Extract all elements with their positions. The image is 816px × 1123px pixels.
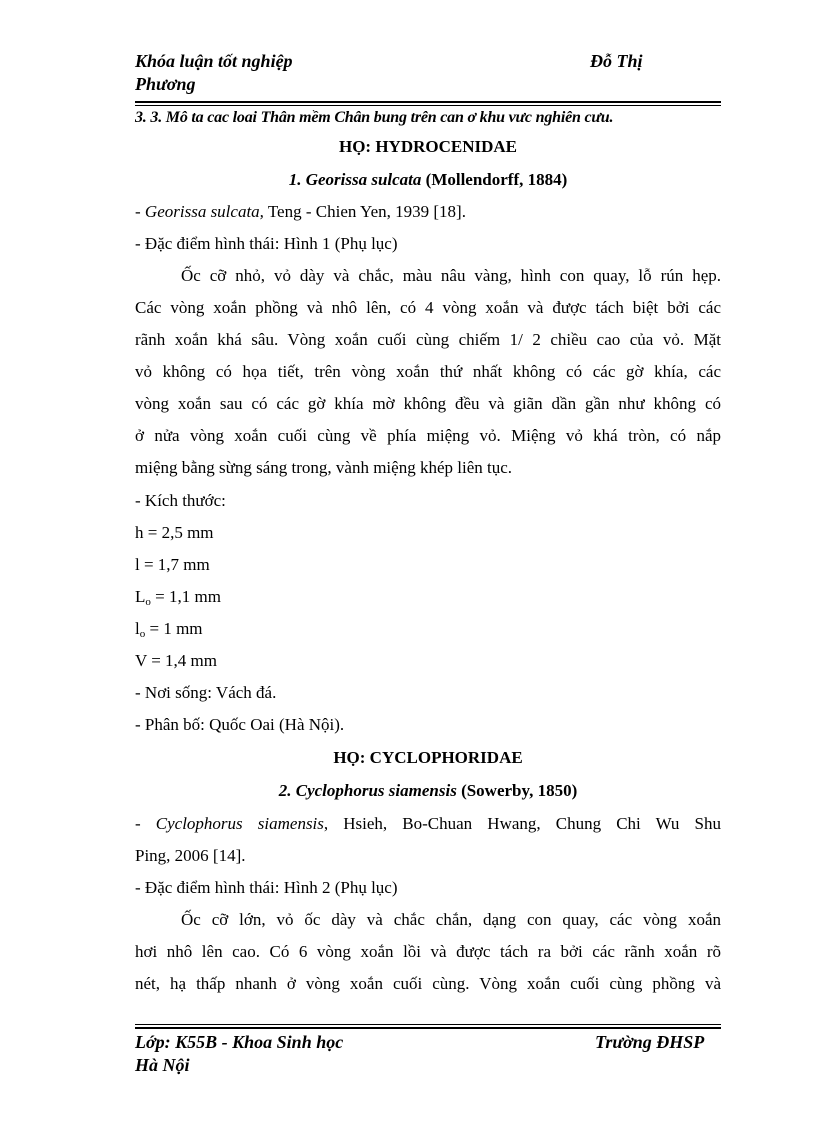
description-line: Ốc cỡ nhỏ, vỏ dày và chắc, màu nâu vàng, hình con quay, lỗ rún hẹp.	[181, 266, 721, 285]
footer-divider	[135, 1027, 721, 1029]
description-line: vỏ không có họa tiết, trên vòng xoắn thứ nhất không có các gờ khía, các	[135, 362, 721, 381]
description-line: nét, hạ thấp nhanh ở vòng xoắn cuối cùng. Vòng xoắn cuối cùng phồng và	[135, 974, 721, 993]
section-title: 3. 3. Mô ta cac loai Thân mềm Chân bung trên can ơ khu vưc nghiên cưu.	[135, 109, 614, 126]
header-divider	[135, 101, 721, 103]
family-heading-cyclophoridae: HỌ: CYCLOPHORIDAE	[333, 748, 523, 767]
measurement-lo	[135, 618, 721, 640]
description-line: miệng bằng sừng sáng trong, vành miệng khép liên tục.	[135, 458, 513, 477]
synonym-line	[135, 201, 721, 223]
synonym-reference: Teng - Chien Yen, 1939 [18].	[263, 202, 466, 221]
synonym-line-continued: Ping, 2006 [14].	[135, 846, 246, 865]
family-heading-hydrocenidae: HỌ: HYDROCENIDAE	[338, 137, 518, 156]
species-author: (Sowerby, 1850)	[461, 781, 578, 800]
description-line: hơi nhô lên cao. Có 6 vòng xoắn lồi và được tách ra bởi các rãnh xoắn rõ	[135, 942, 721, 961]
species-number: 2.	[278, 781, 292, 800]
measurement-lo-symbol: l	[135, 619, 140, 638]
measurement-lo-value: = 1 mm	[145, 619, 203, 638]
morphology-label: - Đặc điểm hình thái: Hình 1 (Phụ lục)	[135, 234, 398, 253]
measurement-lo-subscript: o	[139, 628, 146, 640]
header-thesis-label: Khóa luận tốt nghiệp	[135, 51, 293, 71]
description-line: vòng xoắn sau có các gờ khía mờ không đều và giãn dần gần như không có	[135, 394, 721, 413]
species-heading-georissa	[135, 169, 721, 191]
measurement-l: l = 1,7 mm	[135, 555, 210, 574]
measurement-Lo	[135, 586, 721, 608]
distribution-line: - Phân bố: Quốc Oai (Hà Nội).	[135, 715, 345, 734]
footer-city: Hà Nội	[135, 1055, 190, 1075]
habitat-line: - Nơi sống: Vách đá.	[135, 683, 277, 702]
species-number: 1.	[288, 170, 302, 189]
footer-left	[135, 1031, 343, 1077]
species-name: Georissa sulcata	[305, 170, 422, 189]
synonym-name: Georissa sulcata,	[144, 202, 264, 221]
species-heading-cyclophorus	[135, 780, 721, 802]
description-line: Các vòng xoắn phồng và nhô lên, có 4 vòng xoắn và được tách biệt bởi các	[135, 298, 721, 317]
synonym-name: Cyclophorus siamensis	[155, 814, 324, 833]
description-line: rãnh xoắn khá sâu. Vòng xoắn cuối cùng chiếm 1/ 2 chiều cao của vỏ. Mặt	[135, 330, 721, 349]
footer-university: Trường ĐHSP	[595, 1032, 705, 1052]
measurement-Lo-symbol: L	[135, 587, 146, 606]
measurement-V: V = 1,4 mm	[135, 651, 218, 670]
synonym-dash: -	[135, 814, 156, 833]
synonym-reference: , Hsieh, Bo-Chuan Hwang, Chung Chi Wu Shu	[323, 814, 722, 833]
measurement-Lo-value: = 1,1 mm	[150, 587, 221, 606]
header-author-surname: Phương	[135, 74, 196, 94]
footer-class-label: Lớp: K55B - Khoa Sinh học	[135, 1032, 344, 1052]
synonym-dash: -	[135, 202, 145, 221]
species-author: (Mollendorff, 1884)	[425, 170, 568, 189]
description-line: Ốc cỡ lớn, vỏ ốc dày và chắc chắn, dạng con quay, các vòng xoắn	[181, 910, 721, 929]
morphology-label: - Đặc điểm hình thái: Hình 2 (Phụ lục)	[135, 878, 398, 897]
synonym-line	[135, 813, 721, 835]
measurement-Lo-subscript: o	[145, 596, 151, 608]
footer-divider-thin	[135, 1024, 721, 1025]
size-label: - Kích thước:	[135, 491, 226, 510]
description-line: ở nửa vòng xoắn cuối cùng về phía miệng vỏ. Miệng vỏ khá tròn, có nắp	[135, 426, 721, 445]
header-left	[135, 50, 293, 96]
header-divider-thin	[135, 105, 721, 106]
species-name: Cyclophorus siamensis	[295, 781, 457, 800]
measurement-h: h = 2,5 mm	[135, 523, 214, 542]
header-author-name: Đỗ Thị	[590, 51, 643, 71]
